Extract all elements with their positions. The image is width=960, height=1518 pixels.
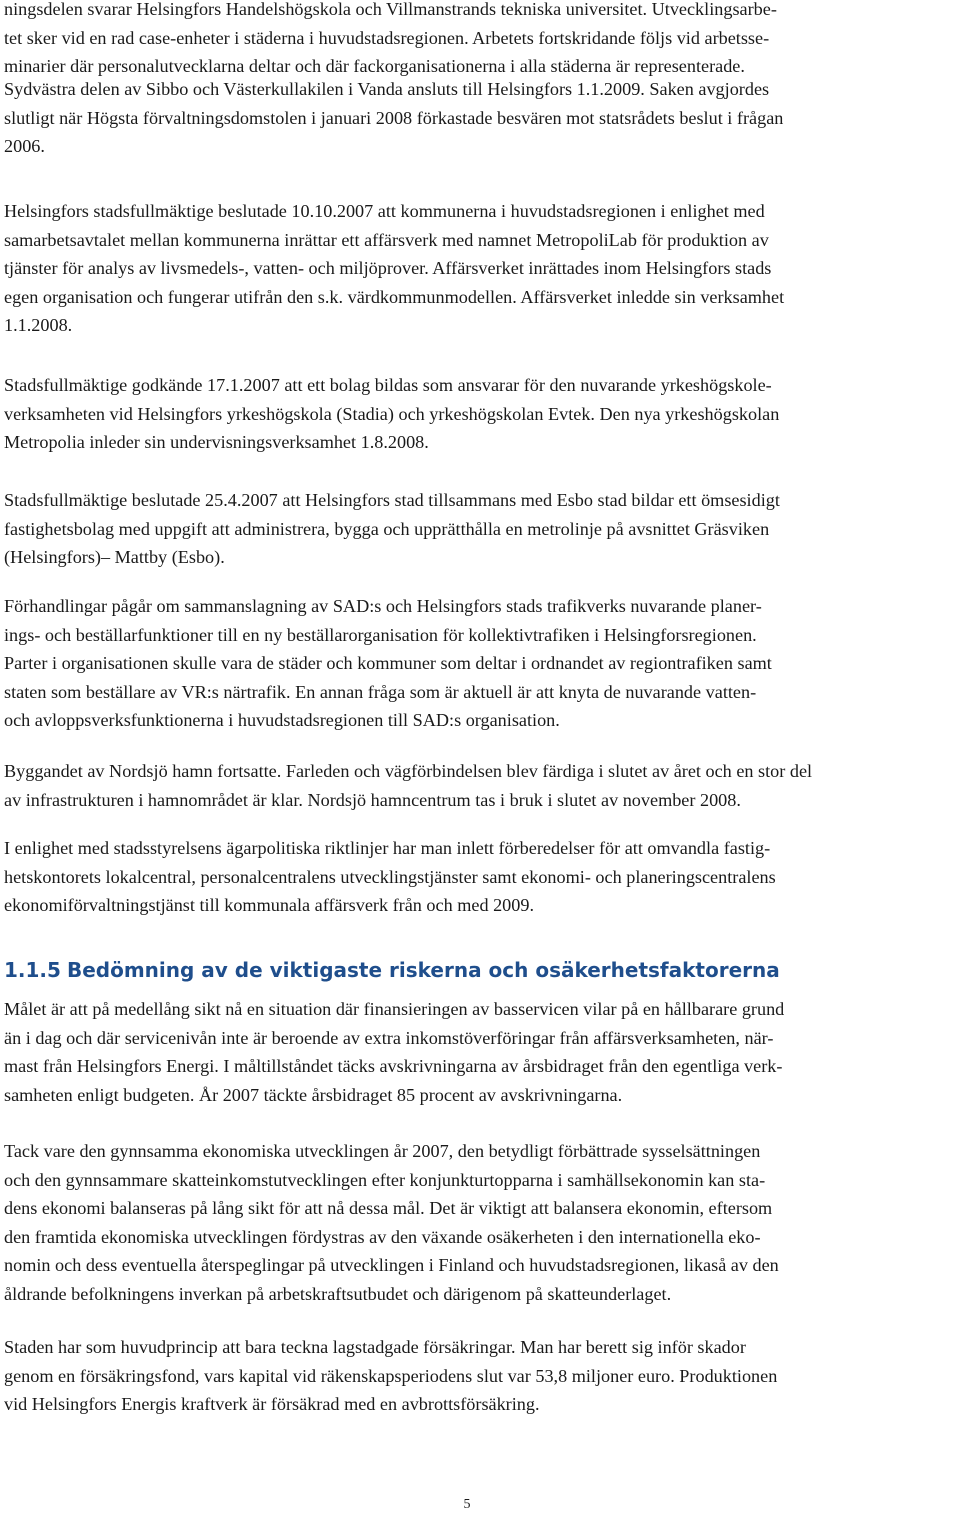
text-line: genom en försäkringsfond, vars kapital vid räkenskapsperiodens slut var 53,8 miljoner euro. Produktionen [4, 1365, 778, 1386]
text-line: Tack vare den gynnsamma ekonomiska utvecklingen år 2007, den betydligt förbättrade sysselsättningen [4, 1141, 761, 1161]
text-line: Byggandet av Nordsjö hamn fortsatte. Farleden och vägförbindelsen blev färdiga i slutet av året och en stor del [4, 761, 813, 781]
text-line: I enlighet med stadsstyrelsens ägarpolitiska riktlinjer har man inlett förberedelser för att omvandla fastig- [4, 838, 771, 858]
paragraph-sibbo [4, 75, 783, 161]
text-line: 1.1.2008. [4, 315, 73, 336]
text-line: verksamheten vid Helsingfors yrkeshögskola (Stadia) och yrkeshögskolan Evtek. Den nya yrkeshögskolan [4, 403, 780, 424]
text-line: minarier där personalutvecklarna deltar och där fackorganisationerna i alla städerna är representerade. [4, 56, 745, 77]
text-line: Staden har som huvudprincip att bara teckna lagstadgade försäkringar. Man har berett sig inför skador [4, 1337, 746, 1357]
paragraph [4, 486, 780, 572]
section-title: Bedömning av de viktigaste riskerna och osäkerhetsfaktorerna [66, 958, 780, 982]
text-line: nomin och dess eventuella återspeglingar på utvecklingen i Finland och huvudstadsregionen, likaså av den [4, 1255, 779, 1276]
paragraph-tack-vare [4, 1137, 779, 1309]
paragraph-continuation [4, 0, 777, 81]
paragraph-metropolilab [4, 197, 784, 340]
text-line: dens ekonomi balanseras på lång sikt för att nå dessa mål. Det är viktigt att balansera ekonomin, eftersom [4, 1198, 773, 1219]
paragraph-sad [4, 592, 772, 735]
text-line: vid Helsingfors Energis kraftverk är försäkrad med en avbrottsförsäkring. [4, 1394, 540, 1415]
text-line: Sydvästra delen av Sibbo och Västerkullakilen i Vanda ansluts till Helsingfors 1.1.2009. Saken avgjordes [4, 79, 770, 99]
text-line: tet sker vid en rad case-enheter i städerna i huvudstadsregionen. Arbetets fortskridande följs vid arbetsse- [4, 27, 770, 48]
text-line: åldrande befolkningens inverkan på arbetskraftsutbudet och därigenom på skatteunderlaget. [4, 1283, 672, 1304]
paragraph [4, 371, 779, 457]
text-line: än i dag och där servicenivån inte är beroende av extra inkomstöverföringar från affärsverksamheten, när- [4, 1027, 774, 1048]
text-line: egen organisation och fungerar utifrån den s.k. värdkommunmodellen. Affärsverket inledde sin verksamhet [4, 286, 785, 307]
text-line: tjänster för analys av livsmedels-, vatten- och miljöprover. Affärsverket inrättades inom Helsingfors stads [4, 258, 772, 279]
text-line: Helsingfors stadsfullmäktige beslutade 10.10.2007 att kommunerna i huvudstadsregionen i enlighet med [4, 201, 765, 221]
paragraph-metro [4, 486, 780, 572]
text-line: Målet är att på medellång sikt nå en situation där finansieringen av basservicen vilar på en hållbarare grund [4, 999, 785, 1019]
text-line: Förhandlingar pågår om sammanslagning av SAD:s och Helsingfors stads trafikverks nuvarande planer- [4, 596, 762, 616]
paragraph [4, 834, 776, 920]
paragraph [4, 197, 784, 340]
paragraph [4, 0, 777, 81]
page-number: 5 [463, 1497, 471, 1512]
text-line: ings- och beställarfunktioner till en ny beställarorganisation för kollektivtrafiken i Helsingforsregionen. [4, 624, 757, 645]
text-line: den framtida ekonomiska utvecklingen fördystras av den växande osäkerheten i den internationella eko- [4, 1226, 761, 1247]
text-line: Parter i organisationen skulle vara de städer och kommuner som deltar i ordnandet av regiontrafiken samt [4, 653, 772, 674]
text-line: och den gynnsammare skatteinkomstutvecklingen efter konjunkturtopparna i samhällsekonomin kan sta- [4, 1169, 766, 1190]
section-heading [4, 955, 780, 985]
paragraph [4, 592, 772, 735]
text-line: Stadsfullmäktige godkände 17.1.2007 att ett bolag bildas som ansvarar för den nuvarande yrkeshögskole- [4, 375, 772, 395]
paragraph [4, 75, 783, 161]
paragraph [4, 1333, 777, 1419]
paragraph-metropolia [4, 371, 779, 457]
text-line: av infrastrukturen i hamnområdet är klar. Nordsjö hamncentrum tas i bruk i slutet av november 2008. [4, 789, 741, 810]
paragraph-affarsverk [4, 834, 776, 920]
text-line: samarbetsavtalet mellan kommunerna inrättar ett affärsverk med namnet MetropoliLab för produktion av [4, 229, 769, 250]
text-line: ningsdelen svarar Helsingfors Handelshögskola och Villmanstrands tekniska universitet. Utvecklingsarbe- [4, 0, 777, 19]
text-line: 2006. [4, 136, 45, 157]
paragraph [4, 995, 784, 1109]
text-line: (Helsingfors)– Mattby (Esbo). [4, 547, 225, 568]
text-line: slutligt när Högsta förvaltningsdomstolen i januari 2008 förkastade besvären mot statsrådets beslut i frågan [4, 107, 784, 128]
text-line: hetskontorets lokalcentral, personalcentralens utvecklingstjänster samt ekonomi- och planeringscentralens [4, 866, 776, 887]
paragraph-malet [4, 995, 784, 1109]
paragraph [4, 1137, 779, 1309]
text-line: Metropolia inleder sin undervisningsverksamhet 1.8.2008. [4, 432, 429, 453]
text-line: mast från Helsingfors Energi. I måltillståndet täcks avskrivningarna av årsbidraget från den egentliga verk- [4, 1056, 783, 1077]
paragraph-nordsjo [4, 757, 812, 814]
paragraph [4, 757, 812, 814]
text-line: ekonomiförvaltningstjänst till kommunala affärsverk från och med 2009. [4, 895, 535, 916]
paragraph-forsakringar [4, 1333, 777, 1419]
text-line: Stadsfullmäktige beslutade 25.4.2007 att Helsingfors stad tillsammans med Esbo stad bildar ett ömsesidigt [4, 490, 780, 510]
text-line: samheten enligt budgeten. År 2007 täckte årsbidraget 85 procent av avskrivningarna. [4, 1084, 623, 1105]
text-line: staten som beställare av VR:s närtrafik. En annan fråga som är aktuell är att knyta de nuvarande vatten- [4, 681, 757, 702]
text-line: och avloppsverksfunktionerna i huvudstadsregionen till SAD:s organisation. [4, 710, 560, 731]
section-number: 1.1.5 [4, 958, 61, 982]
text-line: fastighetsbolag med uppgift att administrera, bygga och upprätthålla en metrolinje på avsnittet Gräsviken [4, 518, 770, 539]
